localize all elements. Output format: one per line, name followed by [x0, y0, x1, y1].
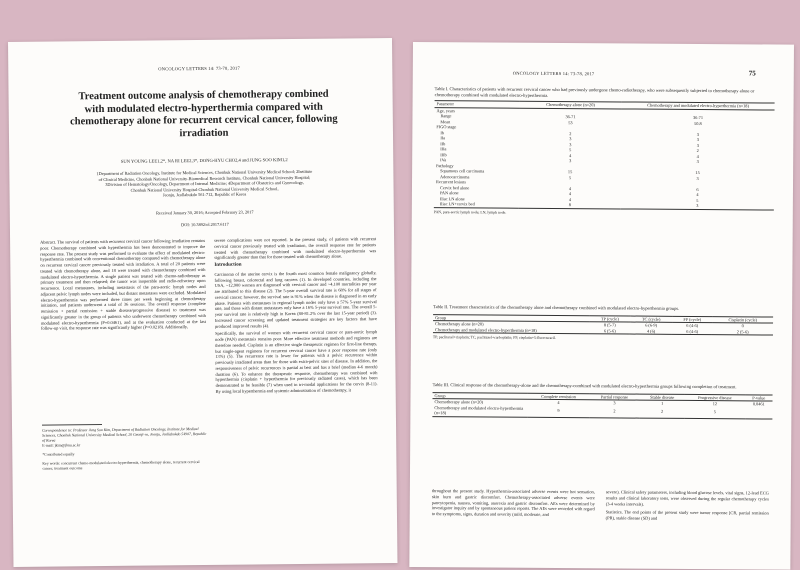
- table-cell: 3: [696, 131, 699, 137]
- table-header-cell: Partial response: [600, 393, 629, 400]
- table-cell: 5: [713, 409, 716, 415]
- doi: DOI: 10.3892/ol.2017.6117: [181, 221, 229, 228]
- table-1-caption: Table I. Characteristics of patients with recurrent cervical cancer who had previously undergone chemo-radiotherapy, who were subsequently subjected to chemotherapy alone or chemotherapy combined with modulated electro-hyperthermia.: [434, 86, 755, 98]
- table-header-cell: Group: [434, 392, 446, 398]
- right-page: [409, 42, 794, 570]
- table-cell: 0: [741, 323, 744, 329]
- table-cell: 6 (6-9): [645, 322, 658, 328]
- body-right-column: [606, 489, 769, 524]
- table-1: [434, 86, 775, 217]
- table-header-cell: P-value: [752, 394, 766, 400]
- table-header-cell: Complete remission: [541, 393, 576, 399]
- introduction-heading: Introduction: [214, 262, 242, 268]
- table-cell: 4: [569, 152, 572, 158]
- table-cell: 3: [569, 158, 572, 164]
- table-cell: 3: [696, 136, 699, 142]
- table-cell: 8: [568, 202, 571, 208]
- table-cell: Range: [440, 113, 452, 119]
- table-cell: Squamous cell carcinoma: [440, 168, 485, 174]
- affiliation-line: Chonbuk National University Hospital-Chonbuk National University Medical School,: [130, 185, 279, 193]
- table-row: [433, 327, 773, 335]
- table-cell: 3: [696, 158, 699, 164]
- table-cell: 4: [696, 153, 699, 159]
- abstract: Abstract. The survival of patients with recurrent cervical cancer following irradiation remains poor. Chemotherapy combined with hyperthermia has been demonstrated to improve the response rate. The present study was performed to evaluate the effect of modulated electro-hyperthermia combined with conventional chemotherapy compared with chemotherapy alone on recurrent cervical cancer previously treated with irradiation. A total of 20 patients were treated with chemotherapy alone, and 18 were treated with chemotherapy combined with modulated electro-hyperthermia. A single patient was treated with chemo-radiotherapy as primary treatment and then relapsed; the tumor was inoperable and radio-refractory upon recurrence. Local metastases, including metastasis of the para-aortic lymph nodes and adjacent pelvic lymph nodes were included, but distant metastases were excluded. Modulated electro-hyperthermia was performed three times per week beginning at chemotherapy initiation, and patients underwent a total of 36 sessions. The overall response (complete remission + partial remission + stable disease/progressive disease) to treatment was significantly greater in the group of patients who underwent chemotherapy combined with modulated electro-hyperthermia (P=0.0461), and at the evaluation conducted at the last follow-up visit, the response rate was significantly higher (P=0.0218). Additionally,: [40, 237, 206, 331]
- received-dates: Received January 30, 2016; Accepted February 23, 2017: [156, 209, 254, 216]
- table-cell: Chemotherapy and modulated electro-hyperthermia (n=18): [434, 404, 524, 416]
- table-cell: 2: [569, 130, 572, 136]
- table-cell: 1: [661, 400, 664, 406]
- abstract-continued: severe complications were not reported. In the present study, of patients with recurrent cervical cancer previously treated with irradiation, the overall response rate for patients treated with chemotherapy combined with modulated electro-hyperthermia was significantly greater than that for those treated with chemotherapy alone.: [214, 236, 377, 261]
- table-cell: Iliac LN alone: [439, 195, 465, 201]
- table-cell: [745, 407, 773, 419]
- table-cell: 5: [569, 147, 572, 153]
- correspondence: Correspondence to: Professor Jung Soo Kim, Department of Radiation Oncology, Institute for Medical Sciences, Chonbuk National University Medical School, 20 Geonji-ro, Jeonju, Jeollabukdo 54907, Republic of Korea: [42, 427, 207, 443]
- table-cell: IVa: [440, 157, 447, 163]
- table-cell: 6 (4-6): [686, 322, 699, 328]
- table-cell: Mean: [440, 118, 451, 124]
- body-paragraph: severe). Clinical safety parameters, including blood glucose levels, vital signs, 12-lead ECG results and clinical laboratory tests, were observed during the regular chemotherapy cycles (3-4 weeks intervals).: [605, 489, 769, 507]
- intro-paragraph: Carcinoma of the uterine cervix is the fourth most common female malignancy globally, following breast, colorectal and lung cancers (1). In developed countries, including the USA, ~12,900 women are diagnosed with cervical cancer and ~4,100 mortalities per year are attributed to this disease (2). The 5-year overall survival rate is 68% for all stages of cervical cancer; however, the survival rate is 91% when the disease is diagnosed in an early phase. Patients with metastases in regional lymph nodes only have a 57% 5-year survival rate, and those with distant metastases only have a 16% 5-year survival rate. The overall 5-year survival rate is relatively high in Korea (80-81.2% over the last 15-year period) (3). Increased cancer screening and updated treatment strategies are key factors that have produced improved results (4).: [214, 269, 377, 329]
- affiliation-line: 3Division of Hematology/Oncology, Department of Internal Medicine; 4Department of Obstetrics and Gynecology,: [105, 180, 304, 188]
- table-cell: PAN alone: [439, 190, 459, 196]
- table-cell: 3: [613, 400, 616, 406]
- table-3: [432, 382, 772, 419]
- affiliation-line: 1Department of Radiation Oncology, Institute for Medical Sciences, Chonbuk National University Medical School; 2Institute: [96, 168, 313, 177]
- table-cell: Iliac LN+cervix bed: [439, 201, 475, 207]
- table-cell: 8 (5-7): [603, 322, 616, 328]
- table-cell: Pathology: [436, 162, 454, 168]
- table-header-cell: TC (cycle): [641, 316, 661, 322]
- table-cell: 2: [661, 408, 664, 415]
- table-cell: 5: [568, 174, 572, 180]
- table-cell: 3: [696, 202, 699, 208]
- right-column: [214, 236, 378, 396]
- table-3-caption: Table III. Clinical response of the chemotherapy-alone and the chemotherapy-combined with modulated electro-hyperthermia groups following completion of treatment.: [432, 382, 737, 390]
- table-cell: 3: [569, 136, 572, 142]
- statistics-paragraph: Statistics. The end points of the present study were tumor response [CR, partial remission (PR), stable disease (SD) and: [605, 509, 769, 521]
- table-cell: 3: [569, 141, 572, 147]
- table-cell: 3: [696, 175, 699, 181]
- table-cell: Chemotherapy alone (n=20): [434, 399, 483, 405]
- table-1-footnote: PAN, para-aortic lymph node; LN, lymph node.: [433, 209, 507, 215]
- table-cell: Ib: [440, 129, 444, 135]
- table-cell: 2: [613, 408, 616, 414]
- table-row: [432, 405, 772, 419]
- table-row: [434, 201, 774, 209]
- table-cell: IIIb: [440, 151, 447, 157]
- table-header-cell: Cisplatin (cycle): [728, 316, 758, 322]
- table-cell: 5: [696, 197, 699, 203]
- intro-paragraph: Specifically, the survival of women with recurrent cervical cancer or para-aortic lymph node (PAN) metastasis remains poor. More effective treatment methods and regimens are therefore needed. Cisplatin is an effective single therapeutic regimen for first-line therapy, but single-agent regimens for recurrent cervical cancer have a poor response rate (only 13%) (5). The recurrence rate is lower for patients with a pelvic recurrence within previously irradiated areas than for those with extra-pelvic sites of disease. In addition, the responsiveness of pelvic recurrences is partial at best and has a brief (median 4-6 month) duration (6). To enhance the therapeutic response, chemotherapy was combined with hyperthermia (cisplatin + hyperthermia for previously radiated cases), which has been demonstrated to be feasible (7) when used in tri-modal applications for the cervix (8-11). By using local hyperthermia and systemic administration of chemotherapy, it: [215, 329, 378, 394]
- running-head: ONCOLOGY LETTERS 14: 73-78, 2017: [158, 65, 240, 72]
- table-cell: 6 (5-6): [603, 327, 616, 333]
- table-2-caption: Table II. Treatment characteristics of the chemotherapy alone and chemotherapy combined with modulated electro-hyperthermia groups.: [433, 304, 680, 311]
- key-words: Key words: concurrent chemo-modulated electro-hyperthermia, chemotherapy alone, recurrent cervical cancer, treatment outcome: [42, 460, 200, 471]
- table-cell: 6: [696, 186, 699, 192]
- table-header-cell: Stable disease: [650, 394, 675, 400]
- affiliation-line: Jeonju, Jeollabukdo 561-712, Republic of Korea: [162, 191, 247, 198]
- table-cell: IIa: [440, 135, 446, 141]
- equal-contribution: *Contributed equally: [42, 452, 75, 457]
- table-header-cell: Chemotherapy and modulated electro-hyperthermia (n=18): [647, 102, 749, 109]
- table-cell: 53: [568, 119, 573, 125]
- table-header-cell: Progressive disease: [698, 394, 732, 400]
- table-cell: Adenocarcinoma: [440, 173, 470, 179]
- table-cell: 2: [696, 147, 699, 153]
- footnote-divider: [42, 424, 102, 426]
- authors: SUN YOUNG LEE1,2*, NA RI LEE2,3*, DONG-HYU CHO2,4 and JUNG SOO KIM1,2: [120, 157, 288, 164]
- table-cell: Recurrent lesions: [436, 179, 466, 185]
- table-cell: Age, years: [436, 107, 455, 113]
- table-cell: 36-71: [565, 114, 576, 120]
- table-2-footnote: TP, paclitaxel+cisplatin; TC, paclitaxel+carboplatin; FP, cisplatin+5-fluorouracil.: [432, 335, 557, 341]
- table-cell: 4: [557, 400, 560, 406]
- table-cell: 15: [695, 169, 700, 176]
- table-cell: 15: [567, 169, 573, 175]
- email: E-mail: jkim@jbnu.ac.kr: [42, 443, 81, 448]
- table-cell: Chemotherapy and modulated electro-hyperthermia (n=18): [434, 326, 537, 333]
- correspondence-block: [42, 427, 207, 472]
- table-header-cell: Group: [435, 314, 447, 320]
- table-cell: 50.8: [694, 120, 702, 126]
- table-cell: 4: [568, 191, 572, 197]
- table-cell: 2 (5-6): [736, 328, 749, 334]
- table-cell: Chemotherapy alone (n=20): [435, 321, 484, 327]
- table-cell: 9: [557, 408, 560, 414]
- page-number: 75: [748, 69, 756, 78]
- table-cell: 4 (6): [646, 328, 656, 334]
- table-cell: IIIa: [440, 146, 447, 152]
- article-title: Treatment outcome analysis of chemotherapy combined with modulated electro-hyperthermia compared with chemotherapy alone for recurrent cervical cancer, following irradiation: [69, 88, 338, 139]
- table-header-cell: Chemotherapy alone (n=20): [546, 101, 595, 108]
- table-cell: 4: [568, 196, 572, 202]
- body-left-column: throughout the present study. Hyperthermia-associated adverse events were hot sensation, skin burn and gastric discomfort. Chemotherapy-associated adverse events were pancytopenia, nausea, vomiting, anorexia and gastric discomfort. AEs were determined by investigator inquiry and by spontaneous patient reports. The AEs were recorded with regard to the symptoms, signs, duration and severity (mild, moderate, and: [431, 488, 595, 517]
- table-cell: Cervix bed alone: [439, 184, 470, 190]
- table-cell: 0.0461: [752, 401, 765, 407]
- table-cell: FIGO stage: [436, 124, 457, 130]
- table-cell: 12: [712, 401, 718, 407]
- table-cell: IIb: [440, 140, 446, 146]
- table-header-cell: Parameter: [436, 101, 455, 107]
- table-cell: 6 (4-6): [686, 328, 699, 334]
- table-cell: 3: [696, 142, 699, 148]
- table-cell: 4: [696, 191, 699, 197]
- running-head: ONCOLOGY LETTERS 14: 73-78, 2017: [512, 70, 595, 77]
- table-2: [433, 304, 773, 342]
- table-cell: 36-71: [692, 114, 704, 121]
- table-header-cell: FP (cycle): [683, 316, 702, 322]
- affiliations: [39, 168, 369, 199]
- left-page: [8, 38, 397, 567]
- affiliation-line: of Clinical Medicine, Chonbuk National University-Biomedical Research Institute, Chonbuk National University Hospital;: [98, 174, 311, 182]
- table-cell: 4: [568, 185, 572, 191]
- table-header-cell: TP (cycle): [600, 315, 619, 321]
